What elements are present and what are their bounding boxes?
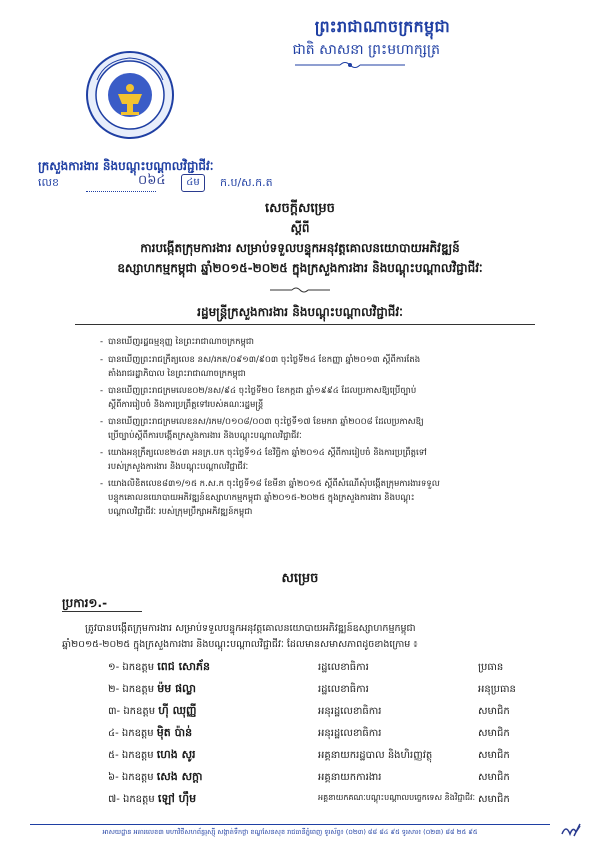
subject-line-1: ការបង្កើតក្រុមការងារ សម្រាប់ទទួលបន្ទុកអនុវត្តគោលនយោបាយអភិវឌ្ឍន៍ [140,241,460,255]
member-role: សមាជិក [478,772,510,783]
kingdom-title: ព្រះរាជាណាចក្រកម្ពុជា [314,17,450,36]
member-row: ៧- ឯកឧត្តម ឡៅ ហ៊ឹម អគ្គនាយកគណៈបណ្តុះបណ្តាលបច្ចេកទេស និងវិជ្ជាជីវៈ សមាជិក [108,792,510,805]
reference-value: ០៦៤ [138,173,166,188]
consideration-line: - យោងលិខិតលេខ៨៣១/១៥ ក.ស.ក ចុះថ្ងៃទី១៨ ខែមីនា ឆ្នាំ២០១៥ ស្តីពីសំណើសុំបង្កើតក្រុមការងារទទួល [100,479,440,489]
article-paragraph: ឆ្នាំ២០១៥-២០២៥ ក្នុងក្រសួងការងារ និងបណ្តុះបណ្តាលវិជ្ជាជីវៈ ដែលមានសមាសភាពដូចខាងក្រោម ៖ [62,639,418,650]
reference-label: លេខ [38,176,59,189]
member-role: ប្រធាន [478,662,504,673]
consideration-line: - បានឃើញរដ្ឋធម្មនុញ្ញ នៃព្រះរាជាណាចក្រកម្ពុជា [100,337,254,347]
member-name: ពេជ សោភ័ន [157,660,210,673]
member-role: សមាជិក [478,728,510,739]
member-name: សេង សក្តា [156,770,203,783]
member-position: អគ្គនាយកការងារ [318,772,382,783]
subject-line-2: ឧស្សាហកម្មកម្ពុជា ឆ្នាំ២០១៥-២០២៥ ក្នុងក្រសួងការងារ និងបណ្តុះបណ្តាលវិជ្ជាជីវៈ [117,261,483,275]
consideration-line: ប្រើច្បាប់ស្តីពីការបង្កើតក្រសួងការងារ និងបណ្តុះបណ្តាលវិជ្ជាជីវៈ [108,431,302,441]
member-row: ៤- ឯកឧត្តម ម៉ិត ប៉ាន់ អនុរដ្ឋលេខាធិការ សមាជិក [108,726,510,739]
consideration-line: តាំងរាជរដ្ឋាភិបាល នៃព្រះរាជាណាចក្រកម្ពុជា [108,369,246,379]
consideration-line: បណ្តាលវិជ្ជាជីវៈ របស់ក្រុមប្រឹក្សាអភិវឌ្ឍន៍កម្ពុជា [108,507,253,517]
decision-heading: សម្រេច [281,571,319,586]
member-position: រដ្ឋលេខាធិការ [318,662,369,673]
member-position: អគ្គនាយកគណៈបណ្តុះបណ្តាលបច្ចេកទេស និងវិជ្ជាជីវៈ [318,793,476,802]
member-row: ២- ឯកឧត្តម ម៉ម ផល្លា រដ្ឋលេខាធិការ អនុប្រធាន [108,682,516,695]
member-row: ៥- ឯកឧត្តម ហេង សូរ អគ្គនាយករដ្ឋបាល និងហិរញ្ញវត្ថុ សមាជិក [108,748,510,761]
member-name: ហ៊ី ឈុញ្ញី [158,704,197,717]
article-underline [62,611,142,612]
consideration-line: - យោងអនុក្រឹត្យលេខ២៤៣ អនក្រ.បក ចុះថ្ងៃទី១៤ ខែវិច្ឆិកា ឆ្នាំ២០១៤ ស្តីពីការរៀបចំ និងការប្រព្រឹត្តទៅ [100,448,427,458]
member-row: ១- ឯកឧត្តម ពេជ សោភ័ន រដ្ឋលេខាធិការ ប្រធាន [108,660,504,673]
reference-suffix: ក.ប/ស.ក.ត [220,176,273,189]
consideration-line: - បានឃើញព្រះរាជក្រឹត្យលេខ នស/រកត/០៩១៣/៩០៣ ចុះថ្ងៃទី២៤ ខែកញ្ញា ឆ្នាំ២០១៣ ស្តីពីការតែង [100,355,421,365]
footer-address: អាសយដ្ឋាន អគារលេខ៣ មហាវិថីសហព័ន្ធរុស្ស៊ី សង្កាត់ទឹកថ្លា ខណ្ឌសែនសុខ រាជធានីភ្នំពេញ ទូរស័ព្ទ៖ (០២៣) ៨៨ ៨៤ ៩៥ ទូរសារ៖ (០២៣) ៨៨ ២៥ ៩៥ [102,828,478,836]
consideration-line: - បានឃើញព្រះរាជក្រមលេខនស/រកម/០១០៨/០០៣ ចុះថ្ងៃទី១៧ ខែមករា ឆ្នាំ២០០៨ ដែលប្រកាសឱ្យ [100,417,424,427]
member-role: សមាជិក [478,794,510,805]
minister-heading: រដ្ឋមន្ត្រីក្រសួងការងារ និងបណ្តុះបណ្តាលវិជ្ជាជីវៈ [197,305,403,319]
reference-initial: ៤ម [181,174,205,192]
article-heading: ប្រការ១.- [62,596,108,610]
article-paragraph: ត្រូវបានបង្កើតក្រុមការងារ សម្រាប់ទទួលបន្ទុកអនុវត្តគោលនយោបាយអភិវឌ្ឍន៍ឧស្សាហកម្មកម្ពុជា [85,623,416,634]
ministry-name: ក្រសួងការងារ និងបណ្តុះបណ្តាលវិជ្ជាជីវៈ [38,159,214,173]
ornament-divider-icon [290,60,410,70]
member-row: ៣- ឯកឧត្តម ហ៊ី ឈុញ្ញី អនុរដ្ឋលេខាធិការ សមាជិក [108,704,510,717]
member-role: សមាជិក [478,706,510,717]
consideration-line: ស្តីពីការរៀបចំ និងការប្រព្រឹត្តទៅរបស់គណៈរដ្ឋមន្ត្រី [108,400,264,410]
member-name: ឡៅ ហ៊ឹម [157,792,197,805]
footer-rule [30,824,550,825]
member-name: ហេង សូរ [156,748,196,761]
about-label: ស្តីពី [290,221,310,235]
consideration-line: - បានឃើញព្រះរាជក្រមលេខ០២/នស/៩៤ ចុះថ្ងៃទី២០ ខែកក្កដា ឆ្នាំ១៩៩៤ ដែលប្រកាសឱ្យប្រើច្បាប់ [100,386,417,396]
national-motto: ជាតិ សាសនា ព្រះមហាក្សត្រ [292,42,440,58]
reference-number [38,173,338,192]
consideration-line: បន្ទុកគោលនយោបាយអភិវឌ្ឍន៍ឧស្សាហកម្មកម្ពុជា ឆ្នាំ២០១៥-២០២៥ ក្នុងក្រសួងការងារ និងបណ្តុះ [108,493,415,503]
ministry-logo-icon [85,50,175,140]
signature-initials-icon [560,822,584,838]
consideration-line: របស់ក្រសួងការងារ និងបណ្តុះបណ្តាលវិជ្ជាជីវៈ [108,462,249,472]
title-ornament-icon [270,286,330,294]
member-row: ៦- ឯកឧត្តម សេង សក្តា អគ្គនាយកការងារ សមាជិក [108,770,510,783]
member-role: សមាជិក [478,750,510,761]
member-name: ម៉ម ផល្លា [157,682,197,695]
member-position: អនុរដ្ឋលេខាធិការ [318,728,382,739]
member-role: អនុប្រធាន [478,684,516,695]
member-name: ម៉ិត ប៉ាន់ [156,726,193,739]
decision-title: សេចក្តីសម្រេច [265,201,335,216]
member-position: អនុរដ្ឋលេខាធិការ [318,706,382,717]
member-position: រដ្ឋលេខាធិការ [318,684,369,695]
member-position: អគ្គនាយករដ្ឋបាល និងហិរញ្ញវត្ថុ [318,750,433,761]
heading-underline [75,324,535,325]
